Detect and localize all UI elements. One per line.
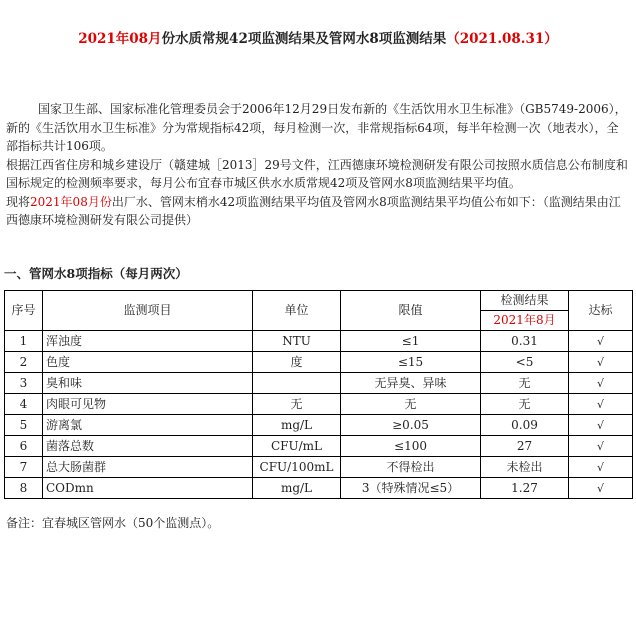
row-pass: √ <box>569 394 633 415</box>
intro-para3-end: 出厂水、管网末梢水42项监测结果平均值及管网水8项监测结果平均值公布如下：（监测结果由江西德康环境检测研发有限公司提供） <box>6 194 621 227</box>
table-row <box>5 457 633 478</box>
row-unit: 度 <box>253 352 341 373</box>
page-title <box>0 30 636 48</box>
intro-paragraph-2: 根据江西省住房和城乡建设厅（赣建城［2013］29号文件，江西德康环境检测研发有限公司按照水质信息公布制度和国标规定的检测频率要求，每月公布宜春市城区供水水质常规42项及管网水8项监测结果平均值。 <box>6 157 628 190</box>
row-result: 未检出 <box>481 457 569 478</box>
table-row <box>5 415 633 436</box>
table-body <box>5 331 633 499</box>
table-row <box>5 331 633 352</box>
row-unit: CFU/100mL <box>253 457 341 478</box>
row-limit: ≤1 <box>341 331 481 352</box>
header-index: 序号 <box>5 291 43 331</box>
row-limit: ≤15 <box>341 352 481 373</box>
row-unit: mg/L <box>253 415 341 436</box>
row-index: 5 <box>5 415 43 436</box>
row-pass: √ <box>569 457 633 478</box>
row-result: 1.27 <box>481 478 569 499</box>
results-table <box>4 290 633 499</box>
row-index: 8 <box>5 478 43 499</box>
row-unit <box>253 373 341 394</box>
row-index: 2 <box>5 352 43 373</box>
intro-para3-start: 现将 <box>6 194 31 209</box>
row-result: 无 <box>481 394 569 415</box>
row-index: 3 <box>5 373 43 394</box>
row-item: 总大肠菌群 <box>43 457 253 478</box>
title-month: 2021年08月 <box>78 31 162 47</box>
row-item: 肉眼可见物 <box>43 394 253 415</box>
footnote: 备注：宜春城区管网水（50个监测点）。 <box>6 516 220 530</box>
row-index: 6 <box>5 436 43 457</box>
row-limit: ≤100 <box>341 436 481 457</box>
row-pass: √ <box>569 352 633 373</box>
intro-para3-month: 2021年08月份 <box>30 194 112 209</box>
row-limit: 3（特殊情况≤5） <box>341 478 481 499</box>
row-result: 无 <box>481 373 569 394</box>
row-unit: 无 <box>253 394 341 415</box>
row-item: 色度 <box>43 352 253 373</box>
row-unit: NTU <box>253 331 341 352</box>
table-row <box>5 373 633 394</box>
intro-paragraph-3 <box>6 193 630 230</box>
row-result: <5 <box>481 352 569 373</box>
row-limit: 无 <box>341 394 481 415</box>
row-result: 0.09 <box>481 415 569 436</box>
row-item: 菌落总数 <box>43 436 253 457</box>
intro-text <box>6 100 630 230</box>
header-item: 监测项目 <box>43 291 253 331</box>
header-limit: 限值 <box>341 291 481 331</box>
row-item: 臭和味 <box>43 373 253 394</box>
header-unit: 单位 <box>253 291 341 331</box>
row-index: 4 <box>5 394 43 415</box>
table-row <box>5 478 633 499</box>
row-index: 7 <box>5 457 43 478</box>
section-title: 一、管网水8项指标（每月两次） <box>4 266 188 281</box>
row-result: 0.31 <box>481 331 569 352</box>
title-date: （2021.08.31） <box>446 31 558 47</box>
row-pass: √ <box>569 331 633 352</box>
row-limit: 无异臭、异味 <box>341 373 481 394</box>
table-row <box>5 352 633 373</box>
row-item: CODmn <box>43 478 253 499</box>
row-unit: mg/L <box>253 478 341 499</box>
intro-paragraph-1: 国家卫生部、国家标准化管理委员会于2006年12月29日发布新的《生活饮用水卫生标准》（GB5749-2006），新的《生活饮用水卫生标准》分为常规指标42项，每月检测一次，非常规指标64项，每半年检测一次（地表水），全部指标共计106项。 <box>6 102 627 153</box>
row-item: 游离氯 <box>43 415 253 436</box>
table-row <box>5 394 633 415</box>
row-result: 27 <box>481 436 569 457</box>
row-limit: ≥0.05 <box>341 415 481 436</box>
header-result: 检测结果 <box>481 291 569 311</box>
row-pass: √ <box>569 478 633 499</box>
row-limit: 不得检出 <box>341 457 481 478</box>
row-pass: √ <box>569 436 633 457</box>
table-header-row <box>5 291 633 311</box>
row-pass: √ <box>569 415 633 436</box>
row-pass: √ <box>569 373 633 394</box>
row-unit: CFU/mL <box>253 436 341 457</box>
row-item: 浑浊度 <box>43 331 253 352</box>
table-row <box>5 436 633 457</box>
header-result-month: 2021年8月 <box>481 311 569 331</box>
header-pass: 达标 <box>569 291 633 331</box>
row-index: 1 <box>5 331 43 352</box>
title-main: 份水质常规42项监测结果及管网水8项监测结果 <box>161 31 447 47</box>
